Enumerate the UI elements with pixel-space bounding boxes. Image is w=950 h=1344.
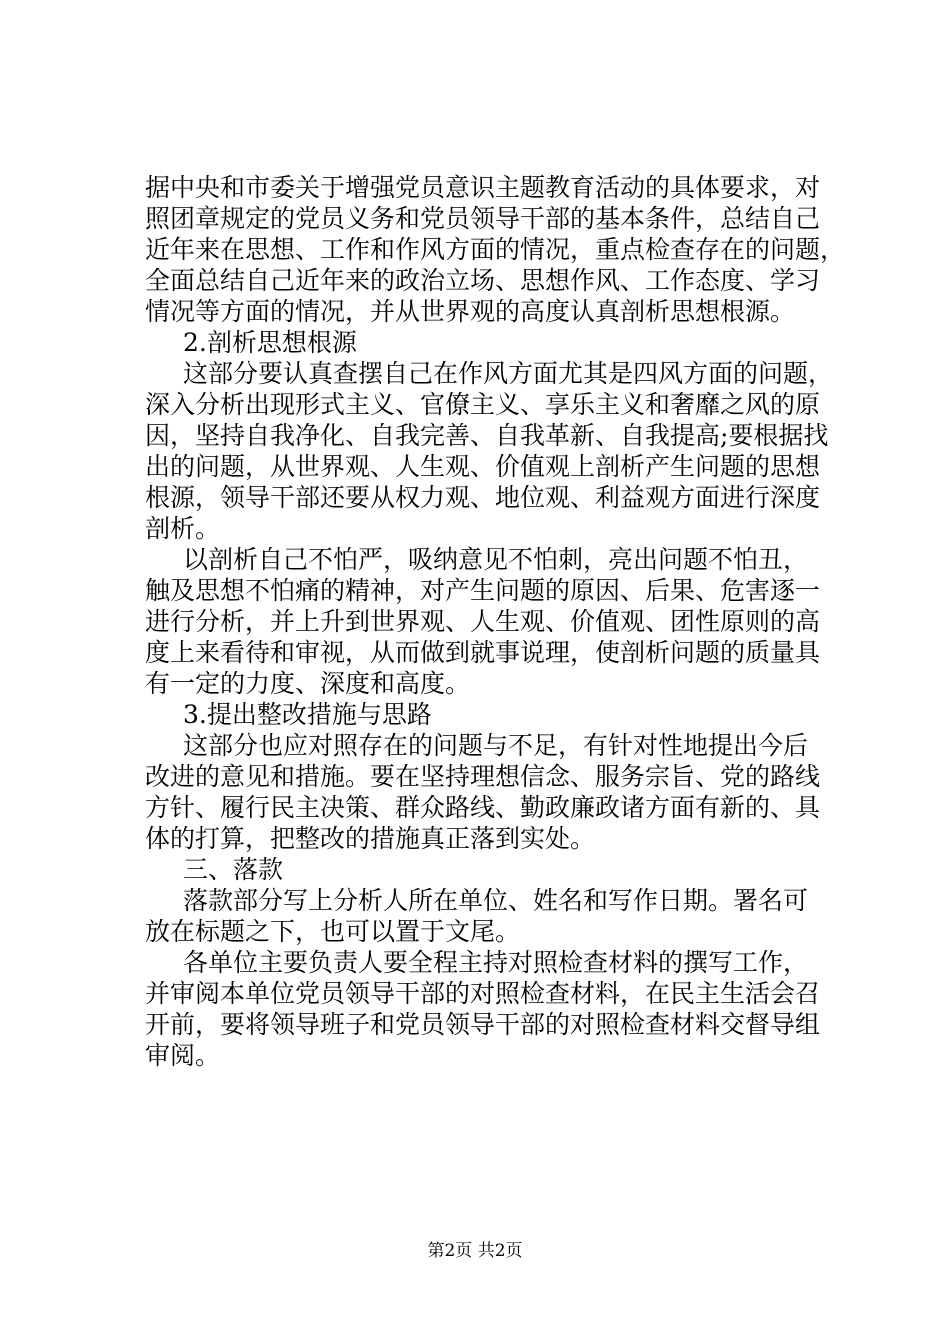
document-body [145, 172, 846, 1071]
text-line: 方针、履行民主决策、群众路线、勤政廉政诸方面有新的、具 [145, 793, 821, 822]
text-line: 各单位主要负责人要全程主持对照检查材料的撰写工作， [183, 948, 809, 977]
text-line: 剖析。 [145, 514, 221, 543]
text-line: 照团章规定的党员义务和党员领导干部的基本条件，总结自己 [145, 204, 821, 233]
section-heading: 3.提出整改措施与思路 [183, 700, 432, 729]
text-line: 因，坚持自我净化、自我完善、自我革新、自我提高;要根据找 [145, 421, 829, 450]
text-line: 开前，要将领导班子和党员领导干部的对照检查材料交督导组 [145, 1010, 821, 1039]
text-line: 据中央和市委关于增强党员意识主题教育活动的具体要求，对 [145, 173, 821, 202]
text-line: 体的打算，把整改的措施真正落到实处。 [145, 824, 596, 853]
text-line: 深入分析出现形式主义、官僚主义、享乐主义和奢靡之风的原 [145, 390, 821, 419]
text-line: 改进的意见和措施。要在坚持理想信念、服务宗旨、党的路线 [145, 762, 821, 791]
text-line: 审阅。 [145, 1041, 221, 1070]
text-line: 放在标题之下，也可以置于文尾。 [145, 917, 521, 946]
page-number-footer: 第2页 共2页 [427, 1241, 523, 1261]
text-line: 触及思想不怕痛的精神，对产生问题的原因、后果、危害逐一 [145, 576, 821, 605]
text-line: 进行分析，并上升到世界观、人生观、价值观、团性原则的高 [145, 607, 821, 636]
text-line: 近年来在思想、工作和作风方面的情况，重点检查存在的问题， [145, 235, 846, 264]
text-line: 这部分要认真查摆自己在作风方面尤其是四风方面的问题， [183, 359, 834, 388]
text-line: 全面总结自己近年来的政治立场、思想作风、工作态度、学习 [145, 266, 821, 295]
text-line: 以剖析自己不怕严，吸纳意见不怕刺，亮出问题不怕丑， [183, 545, 809, 574]
text-line: 出的问题，从世界观、人生观、价值观上剖析产生问题的思想 [145, 452, 821, 481]
text-line: 并审阅本单位党员领导干部的对照检查材料，在民主生活会召 [145, 979, 821, 1008]
section-heading: 三、落款 [183, 855, 284, 884]
text-line: 度上来看待和审视，从而做到就事说理，使剖析问题的质量具 [145, 638, 821, 667]
text-line: 情况等方面的情况，并从世界观的高度认真剖析思想根源。 [145, 297, 796, 326]
text-line: 有一定的力度、深度和高度。 [145, 669, 471, 698]
text-line: 根源，领导干部还要从权力观、地位观、利益观方面进行深度 [145, 483, 821, 512]
text-line: 这部分也应对照存在的问题与不足，有针对性地提出今后 [183, 731, 809, 760]
text-line: 落款部分写上分析人所在单位、姓名和写作日期。署名可 [183, 886, 809, 915]
section-heading: 2.剖析思想根源 [183, 328, 357, 357]
